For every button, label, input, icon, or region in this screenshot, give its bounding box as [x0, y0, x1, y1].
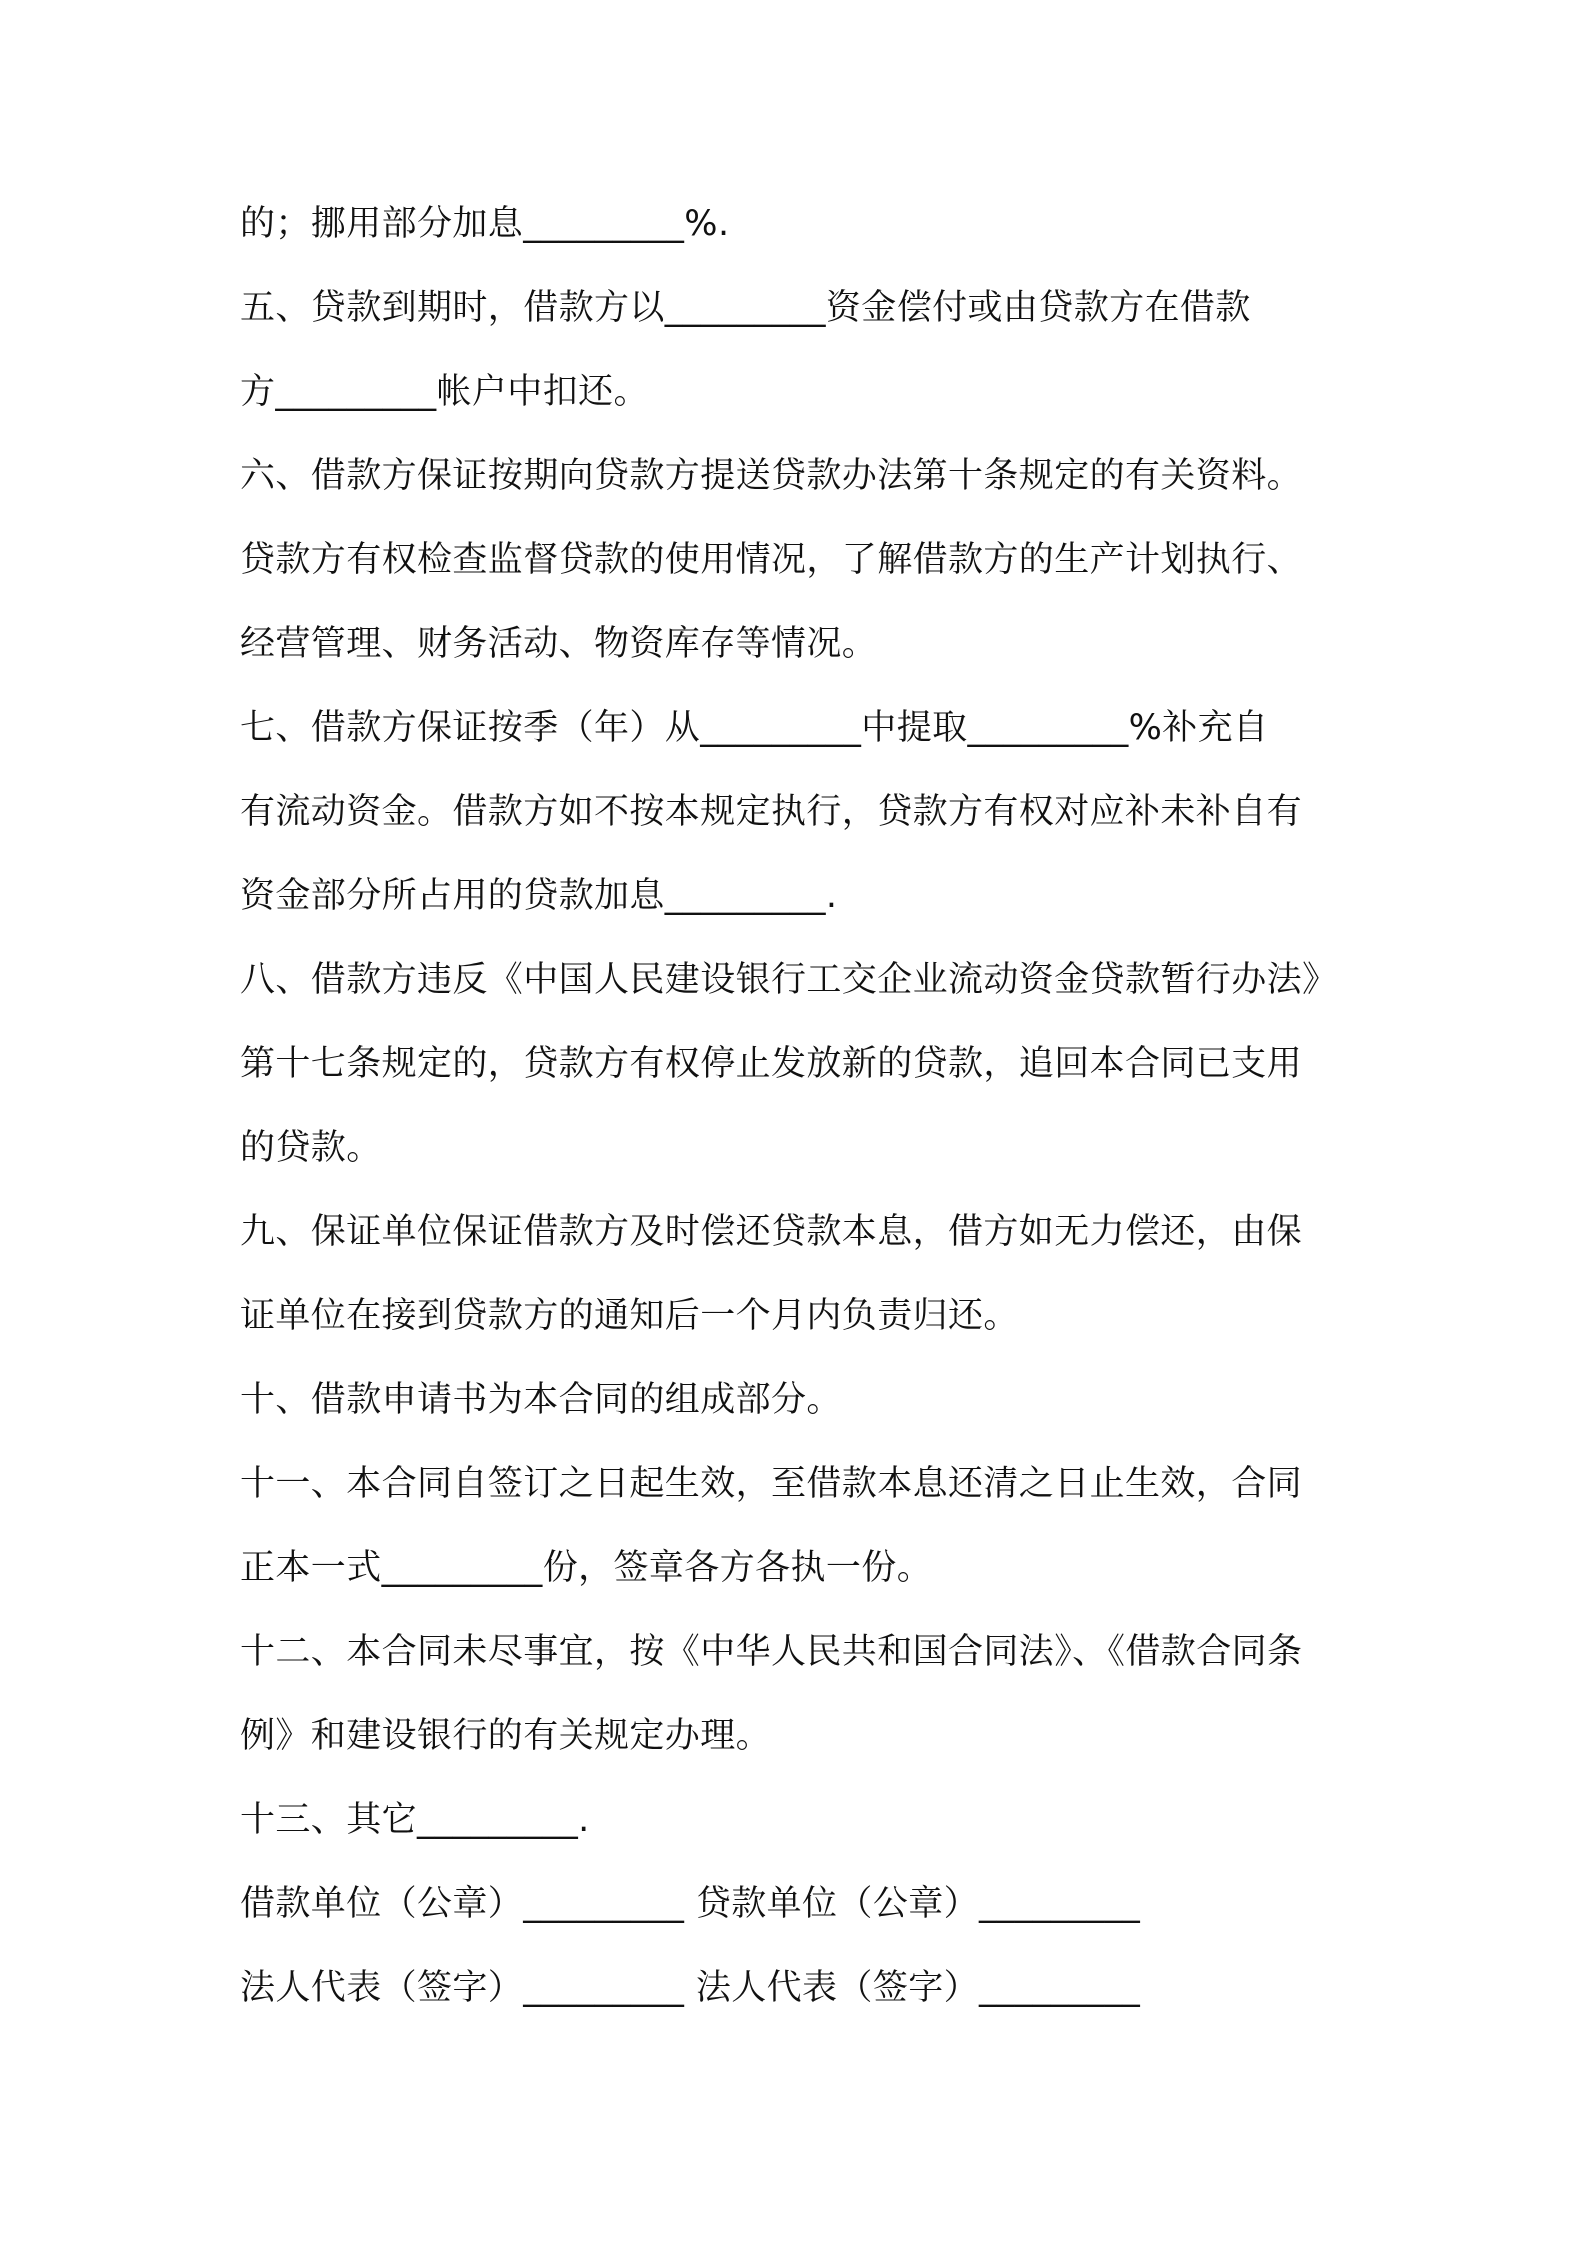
text-line: 例》和建设银行的有关规定办理。	[240, 1716, 772, 1756]
text-line: 五、贷款到期时，借款方以_________资金偿付或由贷款方在借款	[240, 288, 1251, 328]
text-line: 资金部分所占用的贷款加息_________.	[240, 876, 838, 916]
signature-line-representative: 法人代表（签字）_________ 法人代表（签字）_________	[240, 1968, 1141, 2008]
text-line: 六、借款方保证按期向贷款方提送贷款办法第十条规定的有关资料。	[240, 456, 1303, 496]
text-line: 八、借款方违反《中国人民建设银行工交企业流动资金贷款暂行办法》	[240, 960, 1338, 1000]
text-line: 七、借款方保证按季（年）从_________中提取_________%补充自	[240, 708, 1269, 748]
text-line: 正本一式_________份，签章各方各执一份。	[240, 1548, 933, 1588]
text-line: 九、保证单位保证借款方及时偿还贷款本息，借方如无力偿还，由保	[240, 1212, 1303, 1252]
text-line: 的；挪用部分加息_________%.	[240, 204, 730, 244]
text-line: 证单位在接到贷款方的通知后一个月内负责归还。	[240, 1296, 1019, 1336]
text-line: 十二、本合同未尽事宜，按《中华人民共和国合同法》、《借款合同条	[240, 1632, 1303, 1672]
text-line: 第十七条规定的，贷款方有权停止发放新的贷款，追回本合同已支用	[240, 1044, 1303, 1084]
text-line: 十三、其它_________.	[240, 1800, 590, 1840]
text-line: 贷款方有权检查监督贷款的使用情况，了解借款方的生产计划执行、	[240, 540, 1303, 580]
text-line: 的贷款。	[240, 1128, 382, 1168]
signature-line-unit: 借款单位（公章）_________ 贷款单位（公章）_________	[240, 1884, 1141, 1924]
text-line: 有流动资金。借款方如不按本规定执行，贷款方有权对应补未补自有	[240, 792, 1303, 832]
text-line: 方_________帐户中扣还。	[240, 372, 649, 412]
text-line: 十一、本合同自签订之日起生效，至借款本息还清之日止生效，合同	[240, 1464, 1303, 1504]
text-line: 十、借款申请书为本合同的组成部分。	[240, 1380, 842, 1420]
text-line: 经营管理、财务活动、物资库存等情况。	[240, 624, 878, 664]
